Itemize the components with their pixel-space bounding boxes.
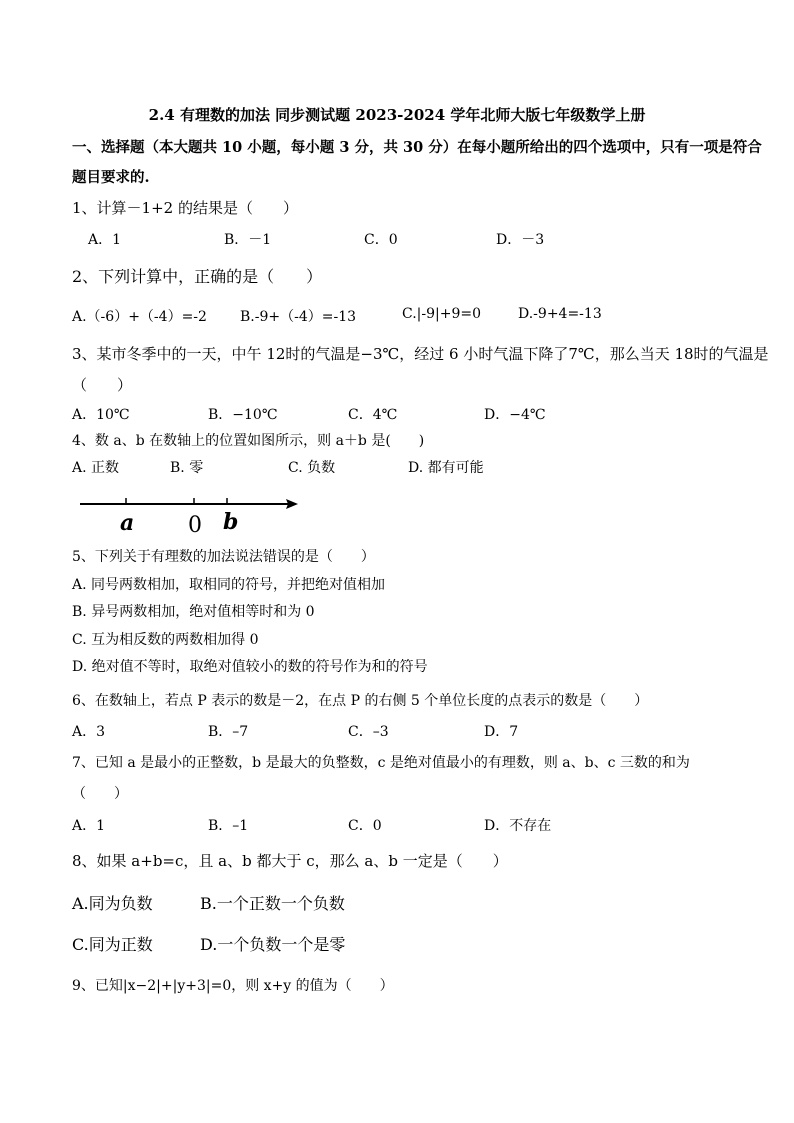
q8-option-c: C.同为正数 (72, 935, 153, 954)
q2-option-a: A.（-6）+（-4）=-2 (72, 309, 207, 325)
q7-option-b: B．–1 (208, 818, 249, 834)
label-a: a (120, 510, 135, 536)
q6-option-a: A．3 (72, 724, 106, 740)
q4-option-a: A. 正数 (72, 460, 120, 476)
q5-option-a: A. 同号两数相加，取相同的符号，并把绝对值相加 (72, 577, 386, 593)
q6-option-b: B．–7 (208, 724, 249, 740)
question-7: 7、已知 a 是最小的正整数，b 是最大的负整数，c 是绝对值最小的有理数，则 a、b、c 三数的和为 (72, 755, 690, 771)
question-5: 5、下列关于有理数的加法说法错误的是（ ） (72, 549, 375, 565)
question-3: 3、某市冬季中的一天，中午 12时的气温是−3℃，经过 6 小时气温下降了7℃，那么当天 18时的气温是 (72, 345, 769, 363)
q8-option-b: B.一个正数一个负数 (200, 894, 345, 913)
q3-option-c: C．4℃ (348, 407, 398, 423)
q8-option-d: D.一个负数一个是零 (200, 935, 346, 954)
q5-option-d: D. 绝对值不等时，取绝对值较小的数的符号作为和的符号 (72, 659, 428, 675)
label-b: b (223, 509, 239, 535)
q1-option-b: B．－1 (224, 232, 272, 248)
q6-option-c: C．–3 (348, 724, 389, 740)
question-9: 9、已知|x−2|+|y+3|=0，则 x+y 的值为（ ） (72, 978, 394, 994)
q1-option-d: D．－3 (496, 232, 545, 248)
q8-option-a: A.同为负数 (72, 894, 153, 913)
q4-option-b: B. 零 (170, 460, 204, 476)
q5-option-b: B. 异号两数相加，绝对值相等时和为 0 (72, 604, 315, 620)
q4-option-d: D. 都有可能 (408, 460, 484, 476)
q6-option-d: D．7 (484, 724, 519, 740)
question-1: 1、计算－1+2 的结果是（ ） (72, 199, 298, 217)
q2-option-c: C.|-9|+9=0 (402, 306, 482, 322)
q4-option-c: C. 负数 (288, 460, 336, 476)
q1-option-a: A．1 (88, 232, 122, 248)
q2-option-b: B.-9+（-4）=-13 (240, 309, 357, 325)
q7-option-d: D．不存在 (484, 818, 552, 834)
q1-option-c: C．0 (364, 232, 398, 248)
q3-option-b: B．−10℃ (208, 407, 278, 423)
q7-option-c: C．0 (348, 818, 382, 834)
q2-option-d: D.-9+4=-13 (518, 306, 602, 322)
number-line-figure (80, 492, 310, 544)
section-heading: 一、选择题（本大题共 10 小题，每小题 3 分，共 30 分）在每小题所给出的四个选项中，只有一项是符合 (72, 139, 762, 156)
q5-option-c: C. 互为相反数的两数相加得 0 (72, 632, 259, 648)
question-2: 2、下列计算中，正确的是（ ） (72, 267, 323, 286)
section-heading-cont: 题目要求的. (72, 169, 150, 186)
q7-option-a: A．1 (72, 818, 106, 834)
question-3-blank: （ ） (72, 376, 133, 394)
q3-option-a: A．10℃ (72, 407, 130, 423)
q3-option-d: D．−4℃ (484, 407, 546, 423)
question-4: 4、数 a、b 在数轴上的位置如图所示，则 a＋b 是( ) (72, 433, 425, 449)
page-title: 2.4 有理数的加法 同步测试题 2023-2024 学年北师大版七年级数学上册 (148, 106, 646, 124)
question-6: 6、在数轴上，若点 P 表示的数是－2，在点 P 的右侧 5 个单位长度的点表示的数是（ ） (72, 693, 649, 709)
question-8: 8、如果 a+b=c，且 a、b 都大于 c，那么 a、b 一定是（ ） (72, 852, 508, 870)
question-7-blank: （ ） (72, 786, 128, 802)
label-zero: 0 (188, 513, 202, 538)
